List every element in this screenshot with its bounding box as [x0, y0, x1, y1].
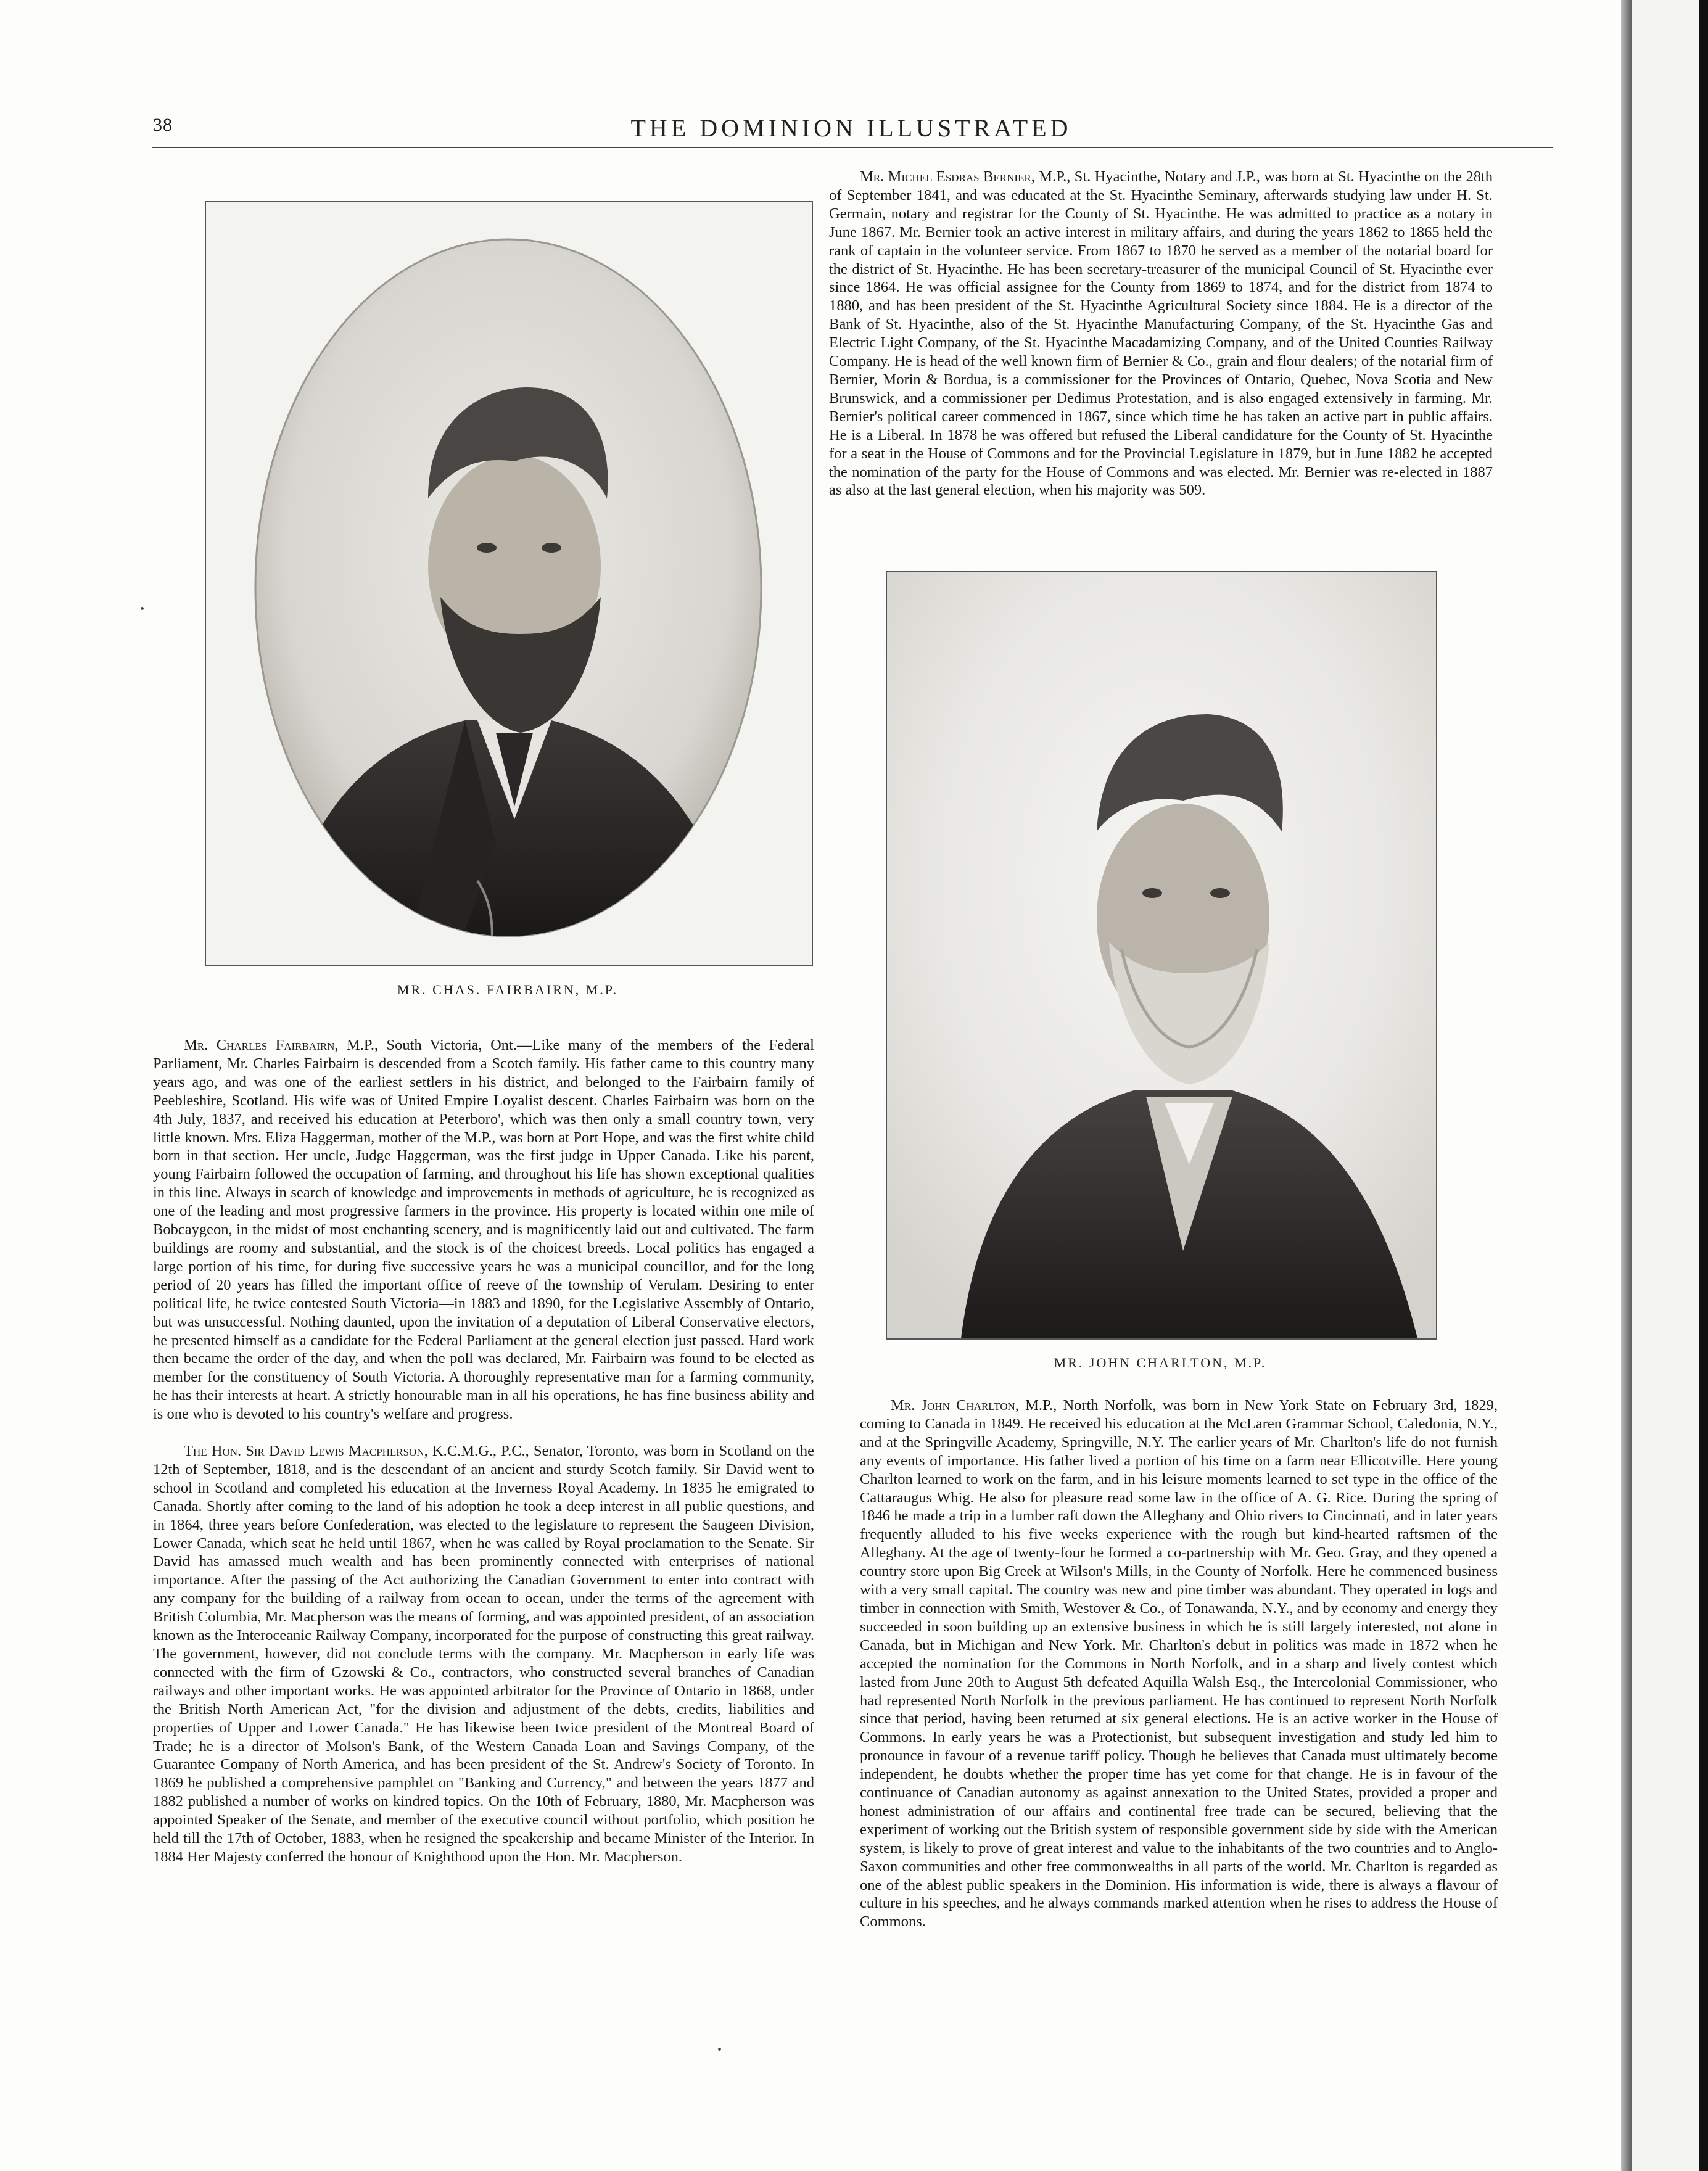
print-speck — [718, 2048, 721, 2051]
page-number: 38 — [153, 115, 173, 135]
article-charlton-lead: Mr. John Charlton, — [891, 1397, 1019, 1414]
portrait-fairbairn — [205, 201, 813, 966]
article-charlton — [860, 1396, 1498, 1931]
print-speck — [141, 607, 144, 610]
article-fairbairn-text: M.P., South Victoria, Ont.—Like many of the members of the Federal Parliament, Mr. Charles Fairbairn is descended from a Scotch family. His father came to this country many years ago, and was one of the earliest settlers in his district, and belonged to the Fairbairn family of Peebleshire, Scotland. His wife was of United Empire Loyalist descent. Charles Fairbairn was born on the 4th July, 1837, and received his education at Peterboro', which was then only a small country town, very little known. Mrs. Eliza Haggerman, mother of the M.P., was born at Port Hope, and was the first white child born in that section. Her uncle, Judge Haggerman, was the first judge in Upper Canada. Like his parent, young Fairbairn followed the occupation of farming, and throughout his life has shown exceptional qualities in this line. Always in search of knowledge and improvements in methods of agriculture, he is recognized as one of the leading and most progressive farmers in the province. His property is located within one mile of Bobcaygeon, in the midst of most enchanting scenery, and is magnificently laid out and cultivated. The farm buildings are roomy and substantial, and the stock is of the choicest breeds. Local politics has engaged a large portion of his time, for during five successive years he was a municipal councillor, and for the long period of 20 years has filled the important office of reeve of the township of Verulam. Desiring to enter political life, he twice contested South Victoria—in 1883 and 1890, for the Legislative Assembly of Ontario, but was unsuccessful. Nothing daunted, upon the invitation of a deputation of Liberal Conservative electors, he presented himself as a candidate for the Federal Parliament at the general election just passed. Hard work then became the order of the day, and when the poll was declared, Mr. Fairbairn was found to be elected as member for the constituency of South Victoria. A thoroughly representative man for a farming community, he has their interests at heart. A strictly honourable man in all his operations, he has fine business ability and is one who is devoted to his country's welfare and progress. — [153, 1037, 814, 1423]
portrait-charlton-caption: MR. JOHN CHARLTON, M.P. — [1054, 1355, 1267, 1370]
article-bernier — [829, 168, 1493, 500]
article-macpherson-lead: The Hon. Sir David Lewis Macpherson, — [184, 1443, 428, 1460]
article-fairbairn-paragraph — [153, 1036, 814, 1423]
article-bernier-lead: Mr. Michel Esdras Bernier, — [860, 168, 1035, 185]
portrait-charlton — [886, 571, 1437, 1340]
paragraph-gap — [153, 1423, 814, 1442]
article-charlton-text: M.P., North Norfolk, was born in New York State on February 3rd, 1829, coming to Canada in 1849. He received his education at the McLaren Grammar School, Caledonia, N.Y., and at the Springville Academy, Springville, N.Y. The earlier years of Mr. Charlton's life do not furnish any events of importance. His father lived a portion of his time on a farm near Ellicotville. Here young Charlton learned to work on the farm, and in his leisure moments learned to set type in the office of the Cattaraugus Whig. He also for pleasure read some law in the office of A. G. Rice. During the spring of 1846 he made a trip in a lumber raft down the Alleghany and Ohio rivers to Cincinnati, and in later years frequently alluded to his five weeks experience with the rough but kind-hearted raftsmen of the Alleghany. At the age of twenty-four he formed a co-partnership with Mr. Geo. Gray, and they opened a country store upon Big Creek at Wilson's Mills, in the County of Norfolk. Here he commenced business with a very small capital. The country was new and pine timber was abundant. They operated in logs and timber in connection with Smith, Westover & Co., of Tonawanda, N.Y., and by economy and energy they succeeded in soon building up an extensive business in which he is still largely interested, not alone in Canada, but in Michigan and New York. Mr. Charlton's debut in politics was made in 1872 when he accepted the nomination for the Commons in North Norfolk, and in a sharp and lively contest which lasted from June 20th to August 5th defeated Aquilla Walsh Esq., the Intercolonial Commissioner, who had represented North Norfolk in the previous parliament. He has continued to represent North Norfolk since that period, having been returned at six general elections. He is an active worker in the House of Commons. In early years he was a Protectionist, but subsequent investigation and study led him to pronounce in favour of a revenue tariff policy. Though he believes that Canada must ultimately become independent, he doubts whether the proper time has yet come for that change. He is in favour of the continuance of Canadian autonomy as against annexation to the United States, provided a proper and honest administration of our affairs and continental free trade can be secured, believing that the experiment of working out the British system of responsible government side by side with the American system, is likely to prove of great interest and value to the inhabitants of the two countries and to Anglo-Saxon communities and other free commonwealths in all parts of the world. Mr. Charlton is regarded as one of the ablest public speakers in the Dominion. His information is wide, there is always a flavour of culture in his speeches, and he always commands marked attention when he rises to address the House of Commons. — [860, 1397, 1498, 1930]
article-charlton-paragraph — [860, 1396, 1498, 1931]
facing-page-border — [1699, 0, 1708, 2171]
article-macpherson-paragraph — [153, 1442, 814, 1866]
article-bernier-paragraph — [829, 168, 1493, 500]
article-left-column — [153, 1036, 814, 1866]
running-head: THE DOMINION ILLUSTRATED — [630, 114, 1072, 142]
article-macpherson-text: K.C.M.G., P.C., Senator, Toronto, was born in Scotland on the 12th of September, 1818, and is the descendant of an ancient and sturdy Scotch family. Sir David went to school in Scotland and completed his education at the Inverness Royal Academy. In 1835 he emigrated to Canada. Shortly after coming to the land of his adoption he took a deep interest in all public questions, and in 1864, three years before Confederation, was elected to the legislature to represent the Saugeen Division, Lower Canada, which seat he held until 1867, when he was called by Royal proclamation to the Senate. Sir David has amassed much wealth and has been prominently connected with enterprises of national importance. After the passing of the Act authorizing the Canadian Government to enter into contract with any company for the building of a railway from ocean to ocean, under the terms of the agreement with British Columbia, Mr. Macpherson was the means of forming, and was appointed president, of an association known as the Interoceanic Railway Company, incorporated for the purpose of constructing this great railway. The government, however, did not conclude terms with the company. Mr. Macpherson in early life was connected with the firm of Gzowski & Co., contractors, who constructed several branches of Canadian railways and other important works. He was appointed arbitrator for the Province of Ontario in 1868, under the British North American Act, "for the division and adjustment of the debts, credits, liabilities and properties of Upper and Lower Canada." He has likewise been twice president of the Montreal Board of Trade; he is a director of Molson's Bank, of the Western Canada Loan and Savings Company, of the Guarantee Company of North America, and has been president of the St. Andrew's Society of Toronto. In 1869 he published a comprehensive pamphlet on "Banking and Currency," and between the years 1877 and 1882 published a number of works on kindred topics. On the 10th of February, 1880, Mr. Macpherson was appointed Speaker of the Senate, and member of the executive council without portfolio, which position he held till the 17th of October, 1883, when he resigned the speakership and became Minister of the Interior. In 1884 Her Majesty conferred the honour of Knighthood upon the Hon. Mr. Macpherson. — [153, 1443, 814, 1865]
header-rule — [152, 147, 1553, 148]
article-fairbairn-lead: Mr. Charles Fairbairn, — [184, 1037, 339, 1053]
portrait-charlton-image — [887, 572, 1436, 1338]
portrait-fairbairn-caption: MR. CHAS. FAIRBAIRN, M.P. — [397, 982, 619, 997]
facing-page-edge — [1632, 0, 1708, 2171]
binding-shadow — [1621, 0, 1632, 2171]
portrait-fairbairn-image — [206, 202, 812, 965]
article-bernier-text: M.P., St. Hyacinthe, Notary and J.P., was born at St. Hyacinthe on the 28th of September 1841, and was educated at the St. Hyacinthe Seminary, afterwards studying law under H. St. Germain, notary and registrar for the County of St. Hyacinthe. He was admitted to practice as a notary in June 1867. Mr. Bernier took an active interest in military affairs, and during the years 1862 to 1865 held the rank of captain in the volunteer service. From 1867 to 1870 he served as a member of the notarial board for the district of St. Hyacinthe. He has been secretary-treasurer of the municipal Council of St. Hyacinthe ever since 1864. He was official assignee for the County from 1869 to 1874, and for the district from 1874 to 1880, and has been president of the St. Hyacinthe Agricultural Society since 1884. He is a director of the Bank of St. Hyacinthe, also of the St. Hyacinthe Manufacturing Company, of the St. Hyacinthe Gas and Electric Light Company, of the St. Hyacinthe Macadamizing Company, and of the United Counties Railway Company. He is head of the well known firm of Bernier & Co., grain and flour dealers; of the notarial firm of Bernier, Morin & Bordua, is a commissioner for the Provinces of Ontario, Quebec, Nova Scotia and New Brunswick, and a commissioner per Dedimus Protestation, and is also engaged extensively in farming. Mr. Bernier's political career commenced in 1867, since which time he has taken an active part in public affairs. He is a Liberal. In 1878 he was offered but refused the Liberal candidature for the County of St. Hyacinthe for a seat in the House of Commons and for the Provincial Legislature in 1879, but in June 1882 he accepted the nomination of the party for the House of Commons and was elected. Mr. Bernier was re-elected in 1887 as also at the last general election, when his majority was 509. — [829, 168, 1493, 499]
